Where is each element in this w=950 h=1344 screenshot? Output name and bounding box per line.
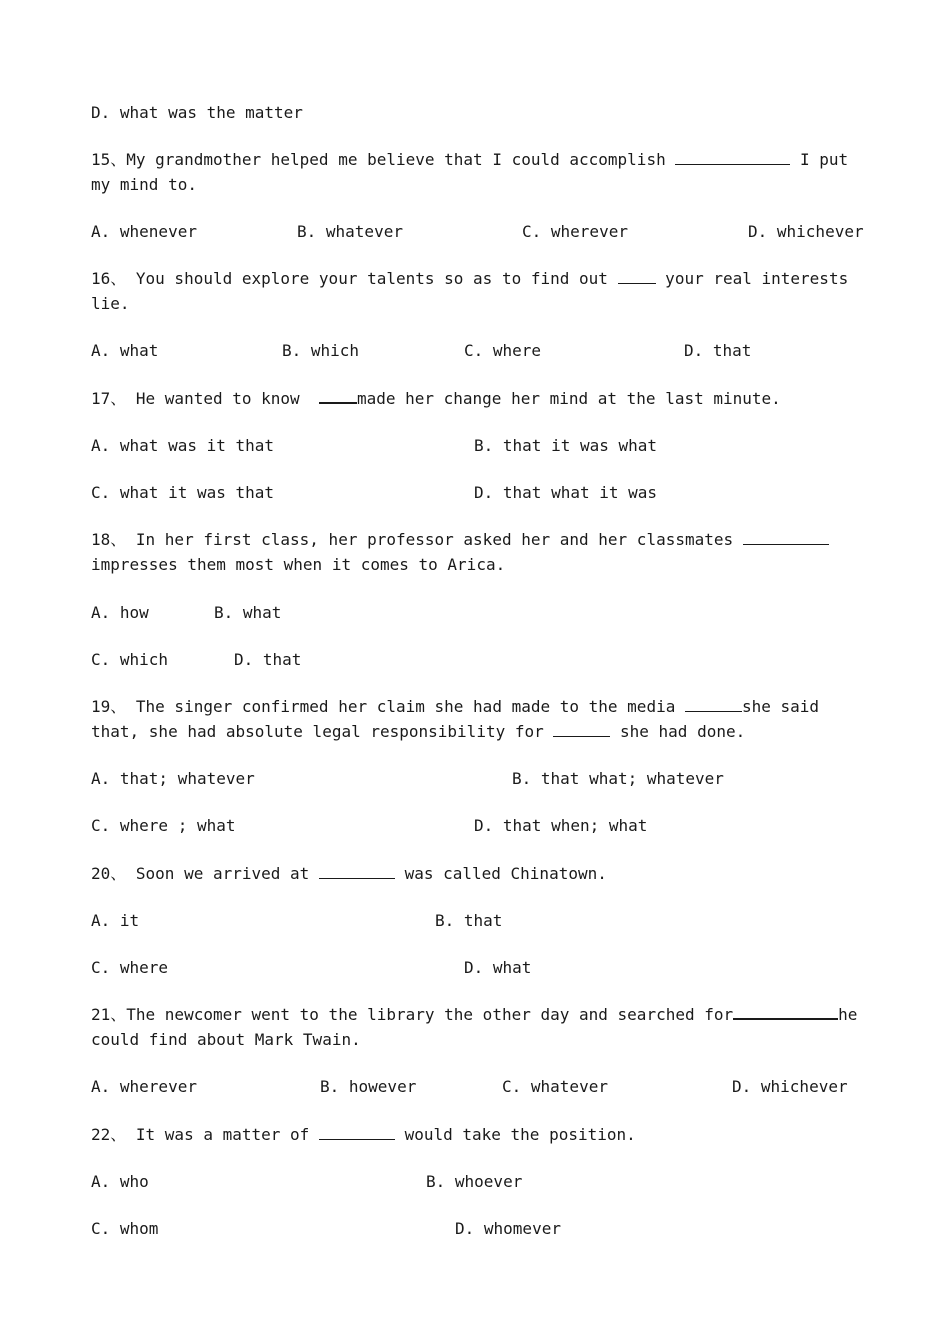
answer-blank	[319, 1123, 395, 1140]
question-17-option-c: C. what it was that	[91, 483, 275, 502]
question-16-stem-b: your real interests	[655, 269, 849, 288]
question-22-option-d: D. whomever	[455, 1219, 561, 1238]
question-15-text-line2: my mind to.	[91, 175, 197, 194]
question-19-option-a: A. that; whatever	[91, 769, 255, 788]
question-15-stem-b: I put	[790, 150, 849, 169]
question-21-option-a: A. wherever	[91, 1077, 197, 1096]
question-17-stem-a: 17、 He wanted to know	[91, 389, 319, 408]
question-22-stem-a: 22、 It was a matter of	[91, 1125, 319, 1144]
question-21-text	[91, 1002, 857, 1027]
question-16-text	[91, 266, 848, 291]
question-21-stem-b: he	[838, 1005, 858, 1024]
answer-blank	[618, 267, 656, 284]
question-20-option-a: A. it	[91, 911, 140, 930]
question-17-option-d: D. that what it was	[474, 483, 658, 502]
question-17-option-a: A. what was it that	[91, 436, 275, 455]
answer-blank	[675, 148, 790, 165]
question-15-option-a: A. whenever	[91, 222, 197, 241]
question-22-option-b: B. whoever	[426, 1172, 523, 1191]
question-16-stem-a: 16、 You should explore your talents so as to find out	[91, 269, 618, 288]
question-18-stem-a: 18、 In her first class, her professor asked her and her classmates	[91, 530, 743, 549]
question-21-stem-a: 21、The newcomer went to the library the other day and searched for	[91, 1005, 734, 1024]
question-17-stem-b: made her change her mind at the last minute.	[356, 389, 781, 408]
question-17-text	[91, 386, 781, 411]
question-16-option-a: A. what	[91, 341, 159, 360]
question-20-option-b: B. that	[435, 911, 503, 930]
question-18-option-c: C. which	[91, 650, 169, 669]
question-22-option-a: A. who	[91, 1172, 149, 1191]
question-16-option-b: B. which	[282, 341, 360, 360]
question-18-option-a: A. how	[91, 603, 149, 622]
answer-blank	[553, 720, 610, 737]
question-19-stem-a: 19、 The singer confirmed her claim she had made to the media	[91, 697, 685, 716]
question-18-text	[91, 527, 829, 552]
question-15-option-c: C. wherever	[522, 222, 628, 241]
question-17-option-b: B. that it was what	[474, 436, 658, 455]
question-20-option-d: D. what	[464, 958, 532, 977]
question-15-stem-a: 15、My grandmother helped me believe that I could accomplish	[91, 150, 676, 169]
question-21-text-line2: could find about Mark Twain.	[91, 1030, 361, 1049]
question-21-option-b: B. however	[320, 1077, 417, 1096]
question-19-option-c: C. where ; what	[91, 816, 236, 835]
answer-blank	[743, 528, 829, 545]
answer-blank	[319, 862, 395, 879]
question-20-stem-b: was called Chinatown.	[394, 864, 607, 883]
question-19-text	[91, 694, 819, 719]
question-20-text	[91, 861, 607, 886]
question-19-stem-b: she said	[741, 697, 820, 716]
question-15-option-b: B. whatever	[297, 222, 403, 241]
question-15-text	[91, 147, 848, 172]
question-19-option-d: D. that when; what	[474, 816, 648, 835]
question-19-stem-d: she had done.	[610, 722, 746, 741]
answer-blank	[319, 386, 357, 404]
question-20-stem-a: 20、 Soon we arrived at	[91, 864, 319, 883]
question-16-text-line2: lie.	[91, 294, 130, 313]
question-22-text	[91, 1122, 636, 1147]
question-16-option-c: C. where	[464, 341, 542, 360]
answer-blank	[685, 695, 742, 712]
question-22-stem-b: would take the position.	[394, 1125, 636, 1144]
question-18-text-line2: impresses them most when it comes to Arica.	[91, 555, 506, 574]
question-19-option-b: B. that what; whatever	[512, 769, 724, 788]
question-18-option-b: B. what	[214, 603, 282, 622]
question-22-option-c: C. whom	[91, 1219, 159, 1238]
answer-blank	[733, 1002, 838, 1020]
question-19-stem-c: that, she had absolute legal responsibility for	[91, 722, 554, 741]
question-16-option-d: D. that	[684, 341, 752, 360]
question-19-text-line2	[91, 719, 745, 744]
previous-option-d: D. what was the matter	[91, 103, 303, 122]
question-18-option-d: D. that	[234, 650, 302, 669]
question-15-option-d: D. whichever	[748, 222, 864, 241]
question-20-option-c: C. where	[91, 958, 169, 977]
question-21-option-d: D. whichever	[732, 1077, 848, 1096]
question-21-option-c: C. whatever	[502, 1077, 608, 1096]
